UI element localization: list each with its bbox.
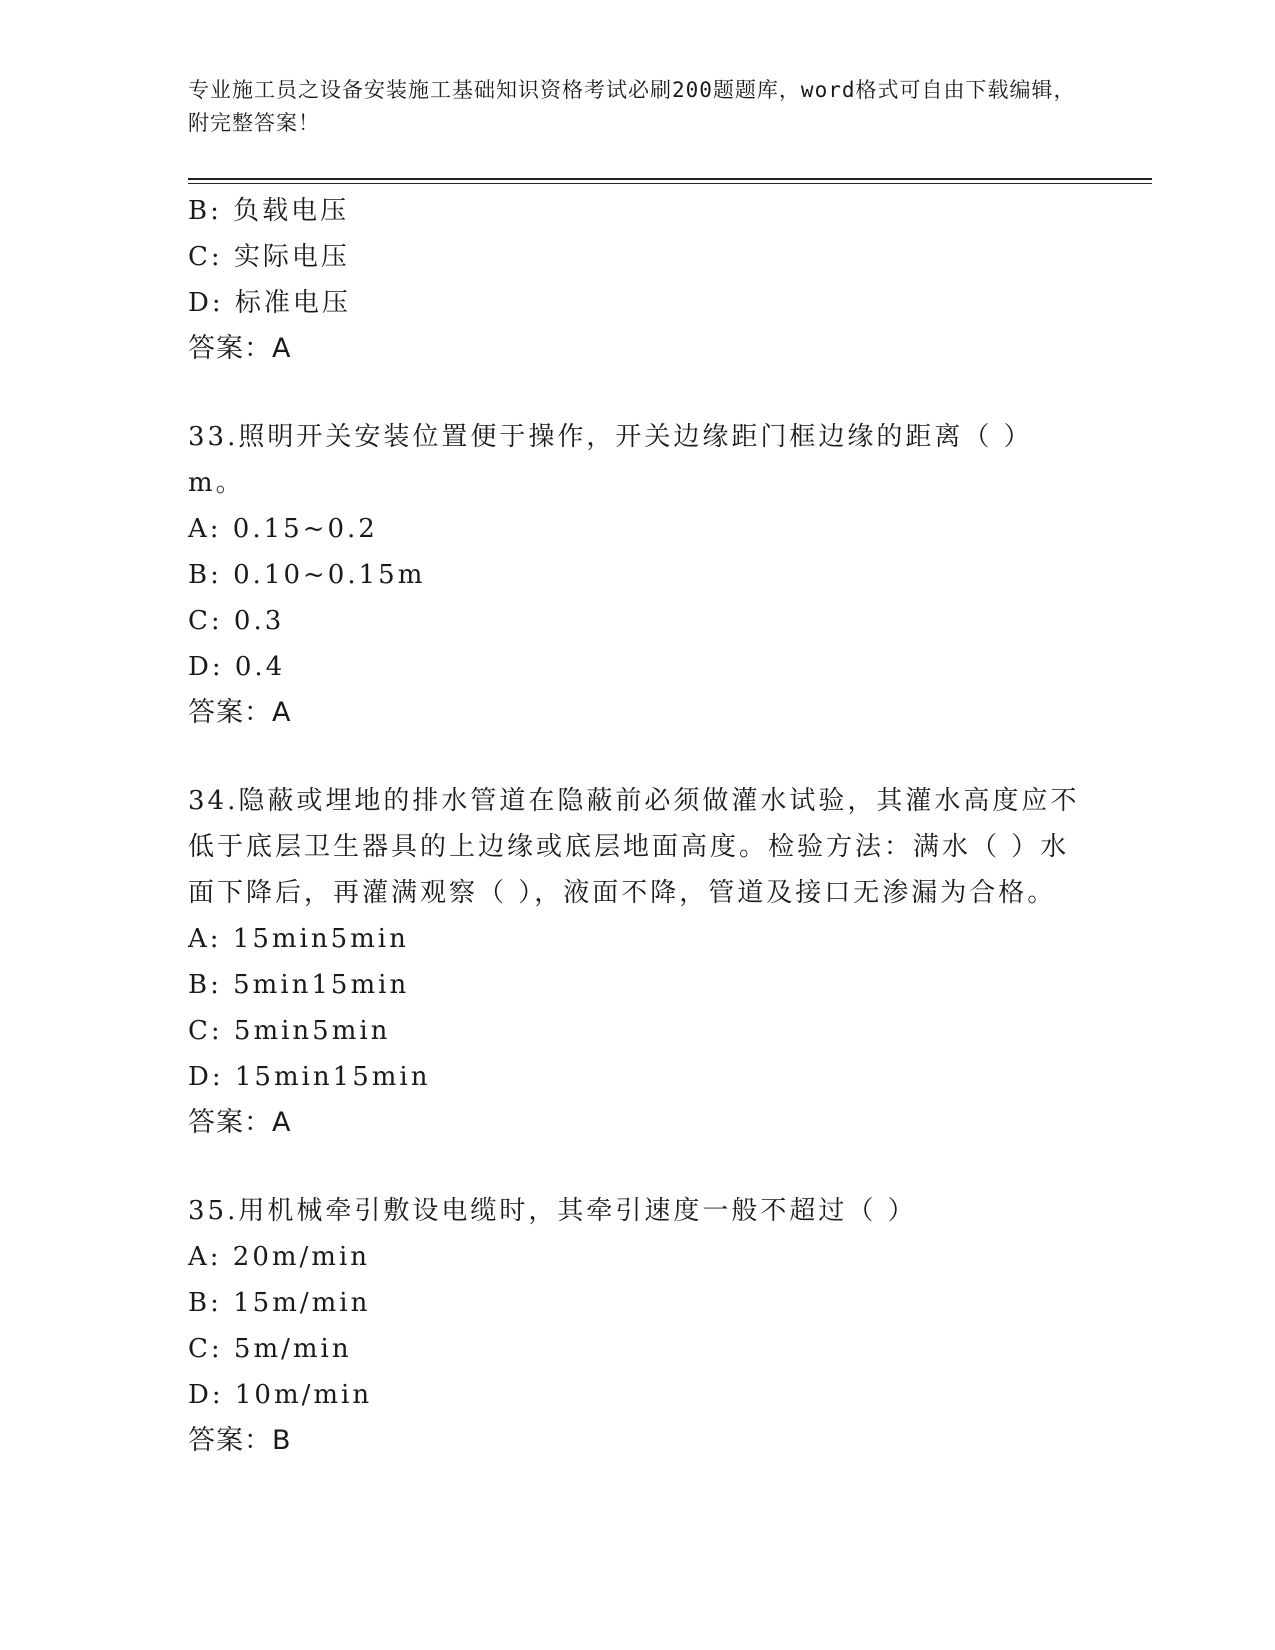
spacer bbox=[188, 736, 1088, 778]
header-divider-thick bbox=[188, 178, 1152, 180]
option-d: D: 10m/min bbox=[188, 1380, 373, 1410]
option-c: C: 5min5min bbox=[188, 1016, 391, 1046]
question-stem: 34.隐蔽或埋地的排水管道在隐蔽前必须做灌水试验，其灌水高度应不低于底层卫生器具的上边缘或底层地面高度。检验方法：满水（ ）水面下降后，再灌满观察（ ），液面不降，管道及接口无渗漏为合格。 bbox=[188, 786, 1080, 908]
answer-line: 答案：B bbox=[188, 1425, 292, 1456]
spacer bbox=[188, 372, 1088, 414]
question-33 bbox=[188, 414, 1088, 736]
option-a: A: 0.15~0.2 bbox=[188, 514, 378, 544]
question-35 bbox=[188, 1188, 1088, 1464]
option-c: C: 5m/min bbox=[188, 1334, 352, 1364]
question-stem: 35.用机械牵引敷设电缆时，其牵引速度一般不超过（ ） bbox=[188, 1196, 917, 1226]
header-divider-thin bbox=[188, 183, 1152, 184]
option-b: B: 0.10~0.15m bbox=[188, 560, 426, 590]
option-c: C: 0.3 bbox=[188, 606, 285, 636]
option-a: A: 15min5min bbox=[188, 924, 409, 954]
question-34 bbox=[188, 778, 1088, 1146]
option-b: B: 5min15min bbox=[188, 970, 410, 1000]
option-d: D: 0.4 bbox=[188, 652, 286, 682]
option-c: C: 实际电压 bbox=[188, 242, 350, 272]
option-a: A: 20m/min bbox=[188, 1242, 371, 1272]
answer-line: 答案：A bbox=[188, 333, 292, 364]
spacer bbox=[188, 1146, 1088, 1188]
option-b: B: 负载电压 bbox=[188, 196, 350, 226]
question-list bbox=[188, 188, 1088, 1464]
answer-line: 答案：A bbox=[188, 1107, 292, 1138]
question-stem: 33.照明开关安装位置便于操作，开关边缘距门框边缘的距离（ ）m。 bbox=[188, 422, 1033, 498]
answer-line: 答案：A bbox=[188, 697, 292, 728]
document-header: 专业施工员之设备安装施工基础知识资格考试必刷200题题库，word格式可自由下载编辑，附完整答案！ bbox=[188, 78, 1076, 135]
option-b: B: 15m/min bbox=[188, 1288, 371, 1318]
option-d: D: 标准电压 bbox=[188, 288, 351, 318]
option-d: D: 15min15min bbox=[188, 1062, 431, 1092]
question-32-tail bbox=[188, 188, 1088, 372]
